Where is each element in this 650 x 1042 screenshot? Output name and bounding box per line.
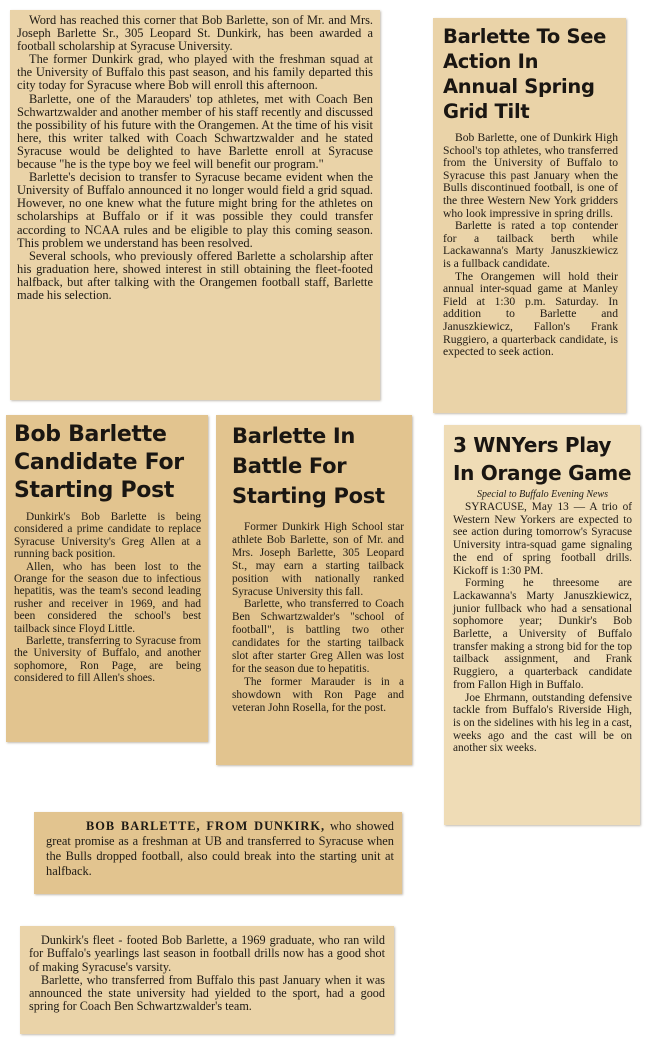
paragraph: Word has reached this corner that Bob Barlette, son of Mr. and Mrs. Joseph Barlette Sr., 305 Leopard St. Dunkirk, has been awarded a football scholarship at Syracuse University. [17, 13, 373, 54]
clipping-battle-starting-post [216, 415, 412, 765]
paragraph: Barlette, who transferred to Coach Ben Schwartzwalder's "school of football", is battling two other candidates for the starting tailback slot after starter Greg Allen was lost for the season due to hepatitis. [232, 598, 404, 675]
paragraph: Dunkirk's fleet - footed Bob Barlette, a 1969 graduate, who ran wild for Buffalo's yearlings last season in football drills now has a good shot of making Syracuse's varsity. [29, 933, 385, 974]
clipping-body [17, 14, 373, 302]
caption-lead: BOB BARLETTE, FROM DUNKIRK, [86, 819, 326, 833]
paragraph: The former Marauder is in a showdown with Ron Page and veteran John Rosella, for the post. [232, 675, 404, 714]
paragraph: Forming he threesome are Lackawanna's Marty Januszkiewicz, junior fullback who had a sensational sophomore year; Dunkir's Bob Barlette, a University of Buffalo transfer making a strong bid for the top tailback assignment, and Frank Ruggiero, a quarterback candidate from Fallon High in Buffalo. [453, 577, 632, 691]
headline: Bob Barlette Candidate For Starting Post [14, 422, 184, 503]
paragraph: Bob Barlette, one of Dunkirk High School's top athletes, who transferred from the University of Buffalo to Syracuse this past January when the Bulls discontinued football, is one of the three Western New York gridders who look impressive in spring drills. [443, 131, 618, 220]
paragraph: Barlette, transferring to Syracuse from the University of Buffalo, and another sophomore, Ron Page, are being considered to fill Allen's shoes. [14, 635, 201, 685]
caption-text: who showed great promise as a freshman at UB and transferred to Syracuse when the Bulls dropped football, also could break into the starting unit at halfback. [46, 819, 394, 878]
clipping-body [14, 511, 201, 685]
paragraph: The former Dunkirk grad, who played with the freshman squad at the University of Buffalo this past season, and his family departed this city today for Syracuse where Bob will enroll this afternoon. [17, 52, 373, 93]
clipping-photo-caption [34, 812, 402, 894]
clipping-wnyers-orange-game [444, 425, 640, 825]
paragraph: Barlette's decision to transfer to Syracuse became evident when the University of Buffalo announced it no longer would field a grid squad. However, no one knew what the future might bring for the athletes on scholarships at Buffalo or if it was possible they could transfer according to NCAA rules and be eligible to play this coming season. This problem we understand has been resolved. [17, 170, 373, 250]
clipping-fleet-footed [20, 926, 394, 1034]
paragraph: SYRACUSE, May 13 — A trio of Western New Yorkers are expected to see action during tomorrow's Syracuse University intra-squad game signaling the end of spring football drills. Kickoff is 1:30 PM. [453, 501, 632, 577]
headline: 3 WNYers Play In Orange Game [453, 433, 632, 485]
caption [46, 819, 394, 879]
paragraph: Joe Ehrmann, outstanding defensive tackle from Buffalo's Riverside High, is on the sidelines with his leg in a cast, weeks ago and the cast will be on another six weeks. [453, 691, 632, 755]
clipping-body [29, 934, 385, 1014]
headline: Barlette To See Action In Annual Spring Grid Tilt [443, 25, 607, 123]
paragraph: Allen, who has been lost to the Orange for the season due to infectious hepatitis, was the team's second leading rusher and receiver in 1969, and had been considered the school's best tailback since Floyd Little. [14, 560, 201, 635]
paragraph: Dunkirk's Bob Barlette is being considered a prime candidate to replace Syracuse University's Greg Allen at a running back position. [14, 511, 201, 561]
paragraph: The Orangemen will hold their annual inter-squad game at Manley Field at 1:30 p.m. Saturday. In addition to Barlette and Januszkiewicz, Fallon's Frank Ruggiero, a quarterback candidate, is expected to seek action. [443, 269, 618, 359]
paragraph: Former Dunkirk High School star athlete Bob Barlette, son of Mr. and Mrs. Joseph Barlette, 305 Leopard St., may earn a starting tailback position with nationally ranked Syracuse University this fall. [232, 521, 404, 598]
paragraph: Several schools, who previously offered Barlette a scholarship after his graduation here, showed interest in still obtaining the fleet-footed halfback, but after talking with the Orangemen football staff, Barlette made his selection. [17, 248, 373, 302]
clipping-body [453, 501, 632, 755]
clipping-spring-grid-tilt [433, 18, 626, 413]
paragraph: Barlette, who transferred from Buffalo this past January when it was announced the state university had yielded to the sport, had a good spring for Coach Ben Schwartzwalder's team. [29, 972, 385, 1014]
clipping-body [443, 132, 618, 359]
clipping-scholarship [10, 10, 380, 400]
byline: Special to Buffalo Evening News [476, 489, 609, 500]
clipping-candidate-starting-post [6, 415, 208, 742]
headline: Barlette In Battle For Starting Post [232, 424, 385, 508]
clipping-body [232, 521, 404, 715]
paragraph: Barlette is rated a top contender for a tailback berth while Lackawanna's Marty Januszkiewicz is a fullback candidate. [443, 219, 618, 270]
paragraph: Barlette, one of the Marauders' top athletes, met with Coach Ben Schwartzwalder and another member of his staff recently and discussed the possibility of his future with the Orangemen. At the time of his visit here, this writer talked with Coach Schwartzwalder and he stated Syracuse would be delighted to have Barlette enroll at Syracuse because "he is the type boy we feel will benefit our program." [17, 91, 373, 172]
